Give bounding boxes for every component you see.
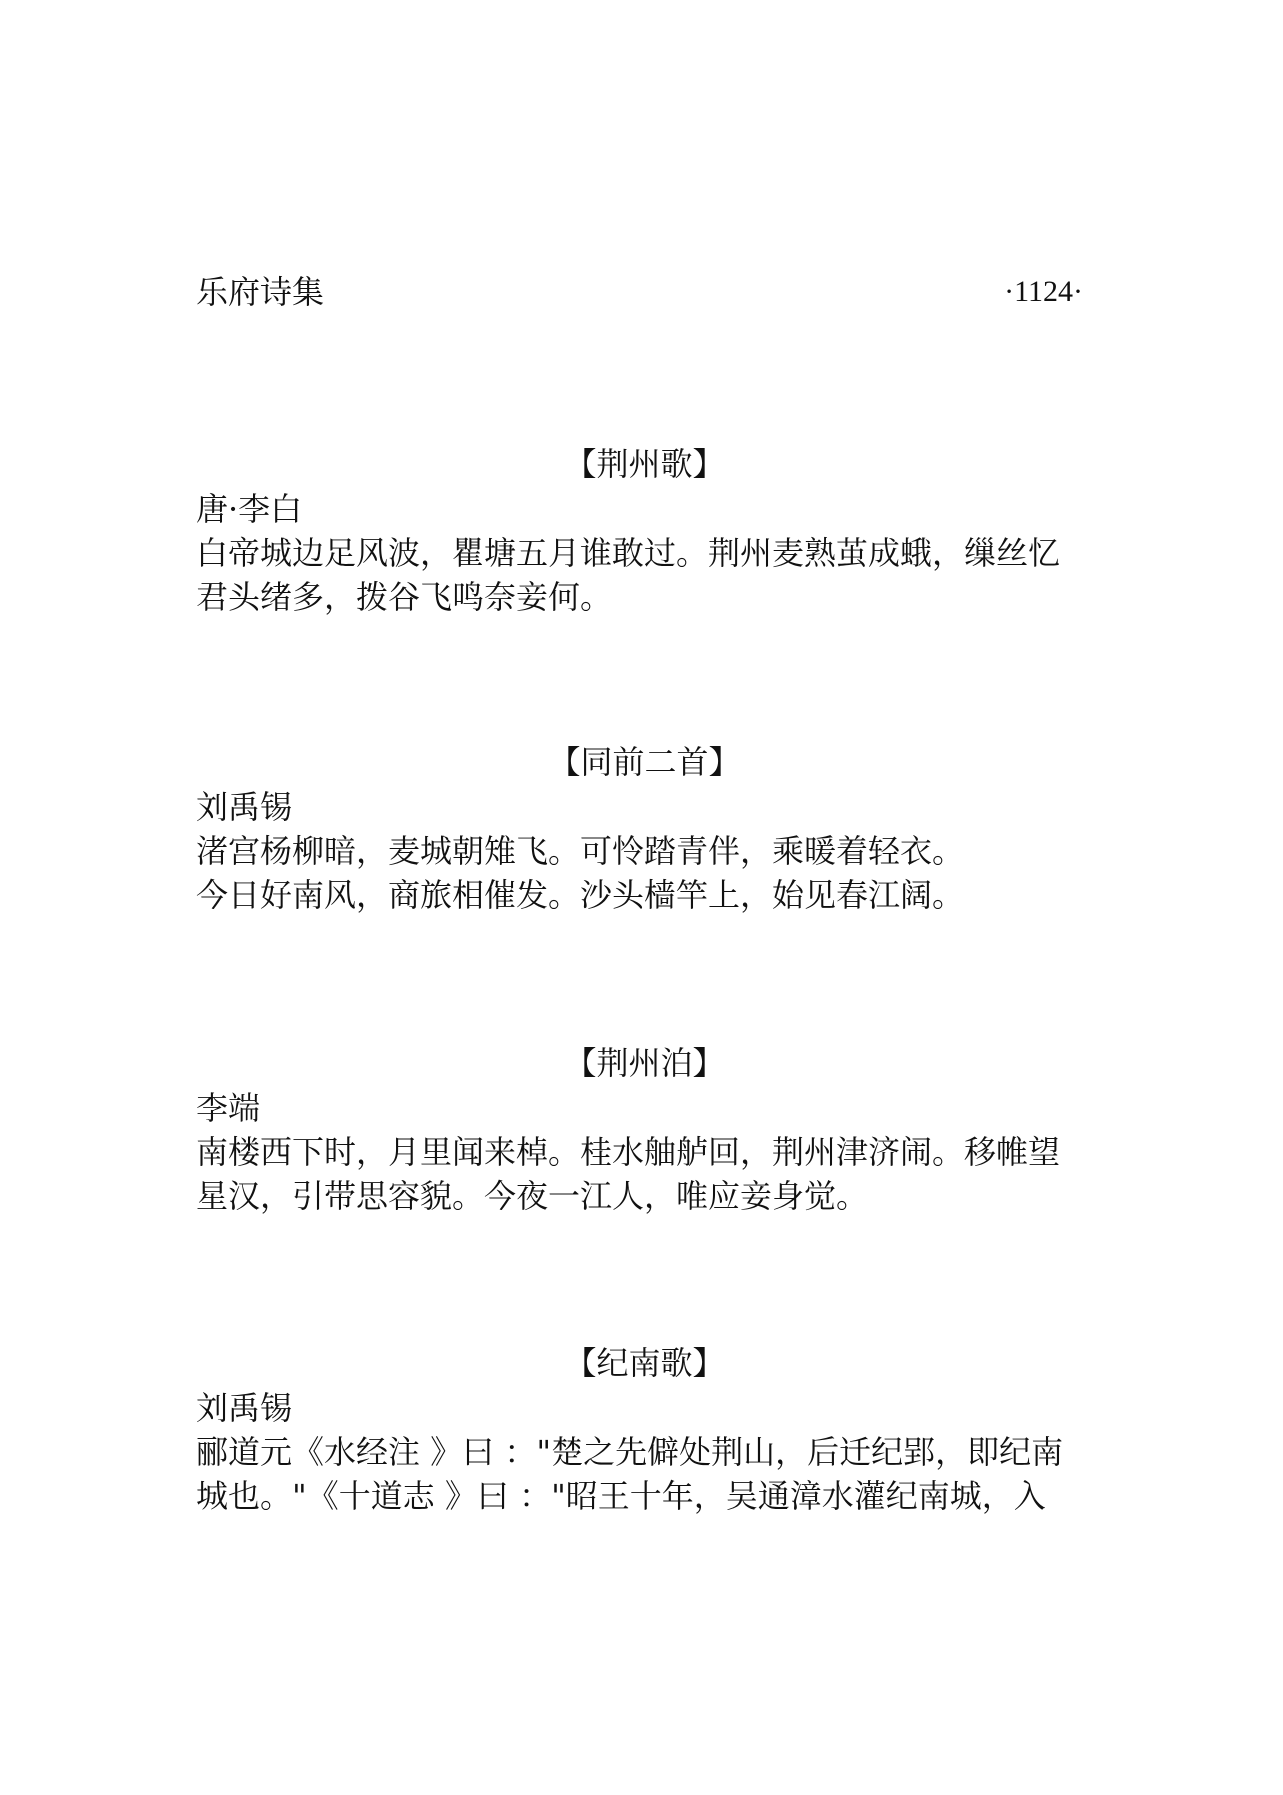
poem-author: 李端 [196,1089,261,1127]
poem-title: 【荆州泊】 [564,1044,725,1082]
poem-line: 南楼西下时，月里闻来棹。桂水舳舻回，荆州津济闹。移帷望 [196,1133,1061,1171]
poem-section [196,1040,1083,1218]
poem-section [196,1340,1083,1518]
poem-line: 君头绪多，拨谷飞鸣奈妾何。 [196,578,613,616]
poem-line: 城也。"《十道志 》曰 ："昭王十年，吴通漳水灌纪南城，入 [196,1477,1046,1515]
poem-line: 今日好南风，商旅相催发。沙头樯竿上，始见春江阔。 [196,876,965,914]
poem-section [196,739,1083,917]
poem-title: 【同前二首】 [548,743,741,781]
poem-line: 郦道元《水经注 》曰 ："楚之先僻处荆山，后迁纪郢，即纪南 [196,1433,1064,1471]
poem-title: 【荆州歌】 [564,445,725,483]
page-number: ·1124· [1004,275,1083,308]
poem-line: 星汉，引带思容貌。今夜一江人，唯应妾身觉。 [196,1177,869,1215]
page-header [196,268,1083,316]
poem-section [196,441,1083,619]
poem-line: 渚宫杨柳暗，麦城朝雉飞。可怜踏青伴，乘暖着轻衣。 [196,832,965,870]
book-title: 乐府诗集 [196,273,325,311]
poem-line: 白帝城边足风波，瞿塘五月谁敢过。荆州麦熟茧成蛾，缫丝忆 [196,534,1061,572]
poem-title: 【纪南歌】 [564,1344,725,1382]
poem-author: 刘禹锡 [196,788,293,826]
poem-author: 刘禹锡 [196,1389,293,1427]
poem-author: 唐·李白 [196,490,303,528]
